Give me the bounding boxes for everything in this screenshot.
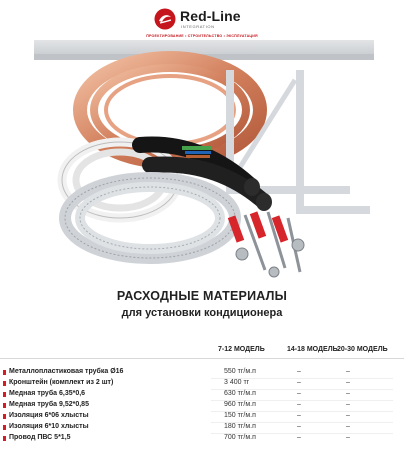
brand-header bbox=[0, 6, 404, 40]
page-subtitle: для установки кондиционера bbox=[121, 307, 283, 319]
price-7-12: 3 400 тг bbox=[224, 379, 250, 386]
price-20-30: – bbox=[346, 390, 350, 397]
corrugated-conduit-icon bbox=[65, 178, 235, 258]
item-name: Металлопластиковая трубка Ø16 bbox=[9, 368, 124, 375]
price-7-12: 150 тг/м.п bbox=[224, 412, 256, 419]
red-line-logo-icon bbox=[154, 8, 176, 30]
row-bullet-marker bbox=[3, 436, 6, 441]
row-bullet-marker bbox=[3, 392, 6, 397]
price-20-30: – bbox=[346, 379, 350, 386]
price-14-18: – bbox=[297, 412, 301, 419]
table-row bbox=[0, 368, 404, 378]
price-7-12: 630 тг/м.п bbox=[224, 390, 256, 397]
column-header-7-12: 7-12 МОДЕЛЬ bbox=[218, 346, 265, 353]
price-7-12: 550 тг/м.п bbox=[224, 368, 256, 375]
price-20-30: – bbox=[346, 423, 350, 430]
page-title: РАСХОДНЫЕ МАТЕРИАЛЫ bbox=[116, 289, 288, 303]
item-name: Медная труба 6,35*0,6 bbox=[9, 390, 86, 397]
header-divider bbox=[0, 358, 404, 359]
item-name: Изоляция 6*06 хлысты bbox=[9, 412, 89, 419]
price-14-18: – bbox=[297, 379, 301, 386]
price-7-12: 960 тг/м.п bbox=[224, 401, 256, 408]
price-20-30: – bbox=[346, 412, 350, 419]
brand-name: Red-Line bbox=[180, 8, 241, 24]
price-7-12: 700 тг/м.п bbox=[224, 434, 256, 441]
price-14-18: – bbox=[297, 423, 301, 430]
table-row bbox=[0, 401, 404, 411]
row-bullet-marker bbox=[3, 414, 6, 419]
table-row bbox=[0, 390, 404, 400]
item-name: Изоляция 6*10 хлысты bbox=[9, 423, 89, 430]
item-name: Кронштейн (комплект из 2 шт) bbox=[9, 379, 114, 386]
table-row bbox=[0, 434, 404, 444]
item-name: Провод ПВС 5*1,5 bbox=[9, 434, 71, 441]
materials-photo bbox=[0, 40, 404, 280]
brand-tagline: ПРОЕКТИРОВАНИЕ • СТРОИТЕЛЬСТВО • ЭКСПЛУАТАЦИЯ bbox=[146, 34, 258, 38]
price-7-12: 180 тг/м.п bbox=[224, 423, 256, 430]
row-bullet-marker bbox=[3, 370, 6, 375]
item-name: Медная труба 9,52*0,85 bbox=[9, 401, 89, 408]
mounting-plate bbox=[34, 40, 374, 56]
column-header-20-30: 20-30 МОДЕЛЬ bbox=[337, 346, 388, 353]
brand-subtitle: INTEGRATION bbox=[181, 24, 215, 29]
row-bullet-marker bbox=[3, 381, 6, 386]
price-20-30: – bbox=[346, 434, 350, 441]
table-row bbox=[0, 423, 404, 433]
price-14-18: – bbox=[297, 368, 301, 375]
price-20-30: – bbox=[346, 401, 350, 408]
price-20-30: – bbox=[346, 368, 350, 375]
column-header-14-18: 14-18 МОДЕЛЬ bbox=[287, 346, 338, 353]
table-row bbox=[0, 379, 404, 389]
row-bullet-marker bbox=[3, 425, 6, 430]
row-bullet-marker bbox=[3, 403, 6, 408]
price-14-18: – bbox=[297, 390, 301, 397]
price-14-18: – bbox=[297, 434, 301, 441]
price-14-18: – bbox=[297, 401, 301, 408]
table-row bbox=[0, 412, 404, 422]
table-header bbox=[0, 346, 404, 360]
